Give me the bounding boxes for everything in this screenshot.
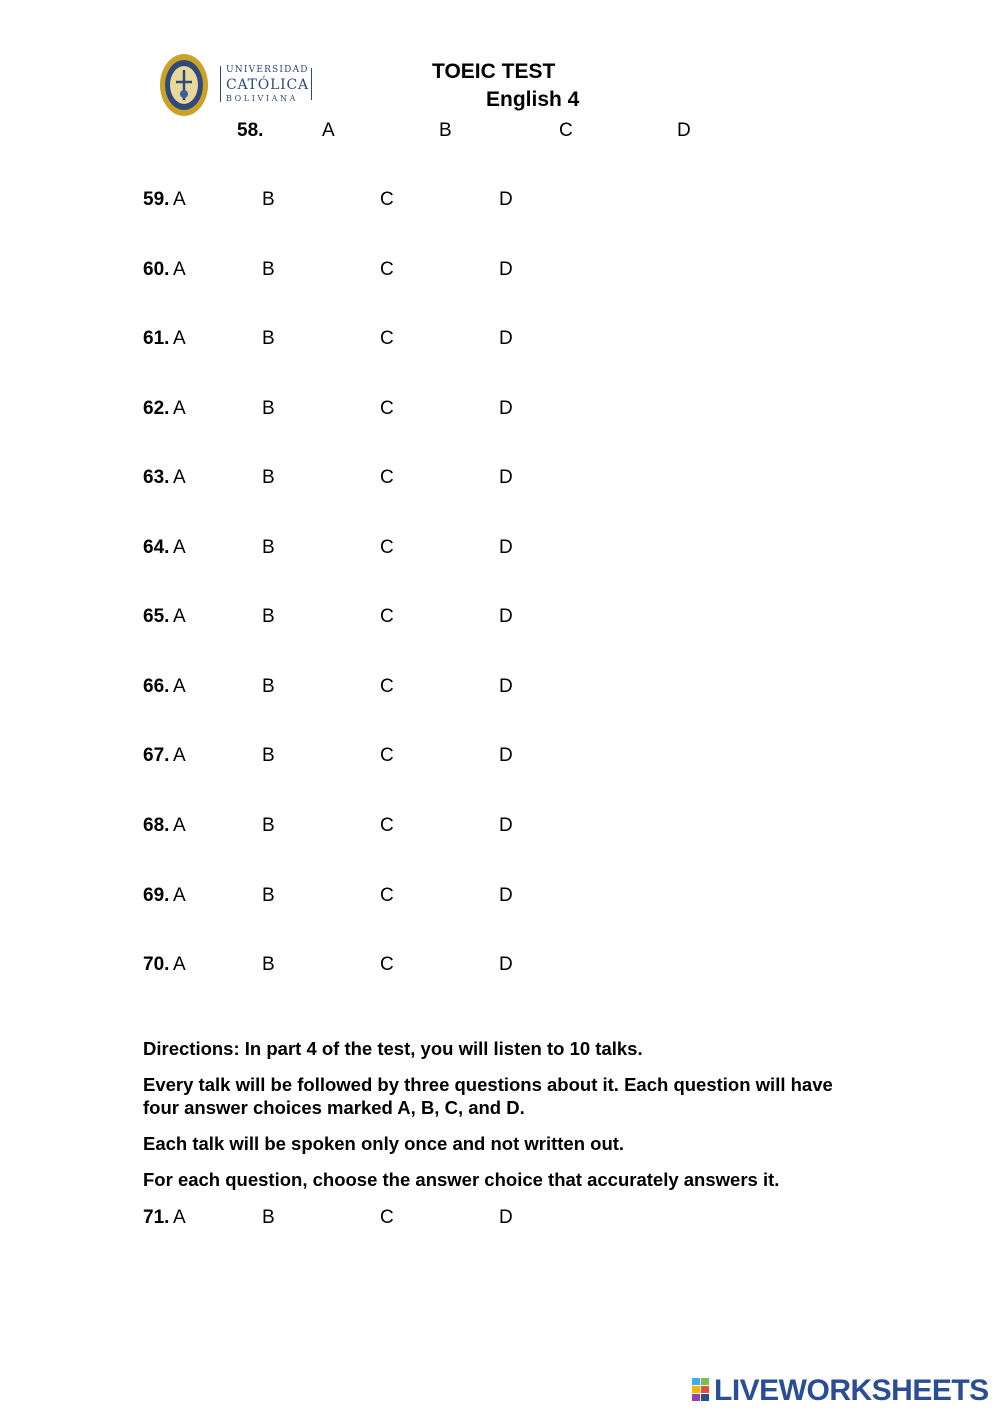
choice-c[interactable]: C bbox=[380, 606, 394, 627]
choice-c[interactable]: C bbox=[380, 328, 394, 349]
directions-line-4: For each question, choose the answer choice that accurately answers it. bbox=[143, 1169, 780, 1190]
choice-b[interactable]: B bbox=[262, 1207, 275, 1228]
page-title: TOEIC TEST bbox=[432, 60, 556, 83]
choice-b[interactable]: B bbox=[262, 398, 275, 419]
choice-d[interactable]: D bbox=[499, 606, 513, 627]
choice-d[interactable]: D bbox=[499, 676, 513, 697]
choice-b[interactable]: B bbox=[262, 676, 275, 697]
question-number: 63. bbox=[143, 467, 170, 488]
question-number: 68. bbox=[143, 815, 170, 836]
choice-d[interactable]: D bbox=[499, 815, 513, 836]
choice-a[interactable]: A bbox=[173, 259, 186, 280]
question-number: 71. bbox=[143, 1207, 170, 1228]
choice-c[interactable]: C bbox=[380, 467, 394, 488]
question-number: 62. bbox=[143, 398, 170, 419]
choice-b[interactable]: B bbox=[262, 328, 275, 349]
question-number: 64. bbox=[143, 537, 170, 558]
directions-block bbox=[143, 1037, 863, 1204]
choice-a[interactable]: A bbox=[173, 745, 186, 766]
choice-c[interactable]: C bbox=[380, 954, 394, 975]
choice-d[interactable]: D bbox=[499, 398, 513, 419]
choice-b[interactable]: B bbox=[262, 885, 275, 906]
choice-c[interactable]: C bbox=[380, 1207, 394, 1228]
choice-d[interactable]: D bbox=[499, 189, 513, 210]
question-number: 67. bbox=[143, 745, 170, 766]
question-number: 60. bbox=[143, 259, 170, 280]
choice-b[interactable]: B bbox=[262, 954, 275, 975]
choice-a[interactable]: A bbox=[173, 467, 186, 488]
choice-d[interactable]: D bbox=[677, 120, 691, 141]
choice-d[interactable]: D bbox=[499, 954, 513, 975]
choice-a[interactable]: A bbox=[173, 537, 186, 558]
choice-d[interactable]: D bbox=[499, 467, 513, 488]
choice-d[interactable]: D bbox=[499, 1207, 513, 1228]
university-seal-icon bbox=[158, 52, 214, 118]
choice-d[interactable]: D bbox=[499, 885, 513, 906]
choice-a[interactable]: A bbox=[173, 676, 186, 697]
watermark-text: LIVEWORKSHEETS bbox=[714, 1374, 989, 1407]
university-logo bbox=[158, 52, 318, 118]
choice-c[interactable]: C bbox=[380, 676, 394, 697]
question-number: 58. bbox=[237, 120, 264, 141]
choice-a[interactable]: A bbox=[173, 1207, 186, 1228]
choice-d[interactable]: D bbox=[499, 328, 513, 349]
choice-b[interactable]: B bbox=[262, 259, 275, 280]
choice-c[interactable]: C bbox=[559, 120, 573, 141]
page-subtitle: English 4 bbox=[486, 88, 580, 111]
question-number: 61. bbox=[143, 328, 170, 349]
choice-a[interactable]: A bbox=[173, 189, 186, 210]
choice-c[interactable]: C bbox=[380, 398, 394, 419]
choice-c[interactable]: C bbox=[380, 885, 394, 906]
choice-b[interactable]: B bbox=[262, 745, 275, 766]
question-number: 59. bbox=[143, 189, 170, 210]
choice-c[interactable]: C bbox=[380, 537, 394, 558]
logo-divider-right bbox=[311, 68, 312, 100]
directions-line-1: Directions: In part 4 of the test, you will listen to 10 talks. bbox=[143, 1038, 643, 1059]
logo-line-2: CATÓLICA bbox=[226, 77, 309, 93]
choice-a[interactable]: A bbox=[173, 885, 186, 906]
liveworksheets-watermark bbox=[692, 1374, 992, 1406]
choice-d[interactable]: D bbox=[499, 259, 513, 280]
logo-line-1: UNIVERSIDAD bbox=[226, 65, 309, 75]
logo-divider bbox=[220, 66, 221, 102]
choice-b[interactable]: B bbox=[262, 467, 275, 488]
choice-c[interactable]: C bbox=[380, 745, 394, 766]
choice-c[interactable]: C bbox=[380, 189, 394, 210]
choice-a[interactable]: A bbox=[173, 328, 186, 349]
choice-b[interactable]: B bbox=[262, 606, 275, 627]
choice-b[interactable]: B bbox=[439, 120, 452, 141]
directions-line-3: Each talk will be spoken only once and not written out. bbox=[143, 1133, 625, 1154]
question-number: 65. bbox=[143, 606, 170, 627]
question-number: 69. bbox=[143, 885, 170, 906]
choice-c[interactable]: C bbox=[380, 259, 394, 280]
choice-b[interactable]: B bbox=[262, 815, 275, 836]
logo-line-3: BOLIVIANA bbox=[226, 94, 298, 103]
liveworksheets-logo-icon bbox=[692, 1378, 710, 1402]
choice-d[interactable]: D bbox=[499, 745, 513, 766]
question-number: 66. bbox=[143, 676, 170, 697]
directions-line-2: Every talk will be followed by three questions about it. Each question will have four answer choices marked A, B, C, and D. bbox=[143, 1074, 833, 1118]
question-number: 70. bbox=[143, 954, 170, 975]
choice-a[interactable]: A bbox=[322, 120, 335, 141]
choice-b[interactable]: B bbox=[262, 189, 275, 210]
choice-a[interactable]: A bbox=[173, 398, 186, 419]
choice-c[interactable]: C bbox=[380, 815, 394, 836]
choice-b[interactable]: B bbox=[262, 537, 275, 558]
choice-a[interactable]: A bbox=[173, 815, 186, 836]
logo-wordmark bbox=[226, 66, 309, 103]
choice-d[interactable]: D bbox=[499, 537, 513, 558]
choice-a[interactable]: A bbox=[173, 606, 186, 627]
choice-a[interactable]: A bbox=[173, 954, 186, 975]
